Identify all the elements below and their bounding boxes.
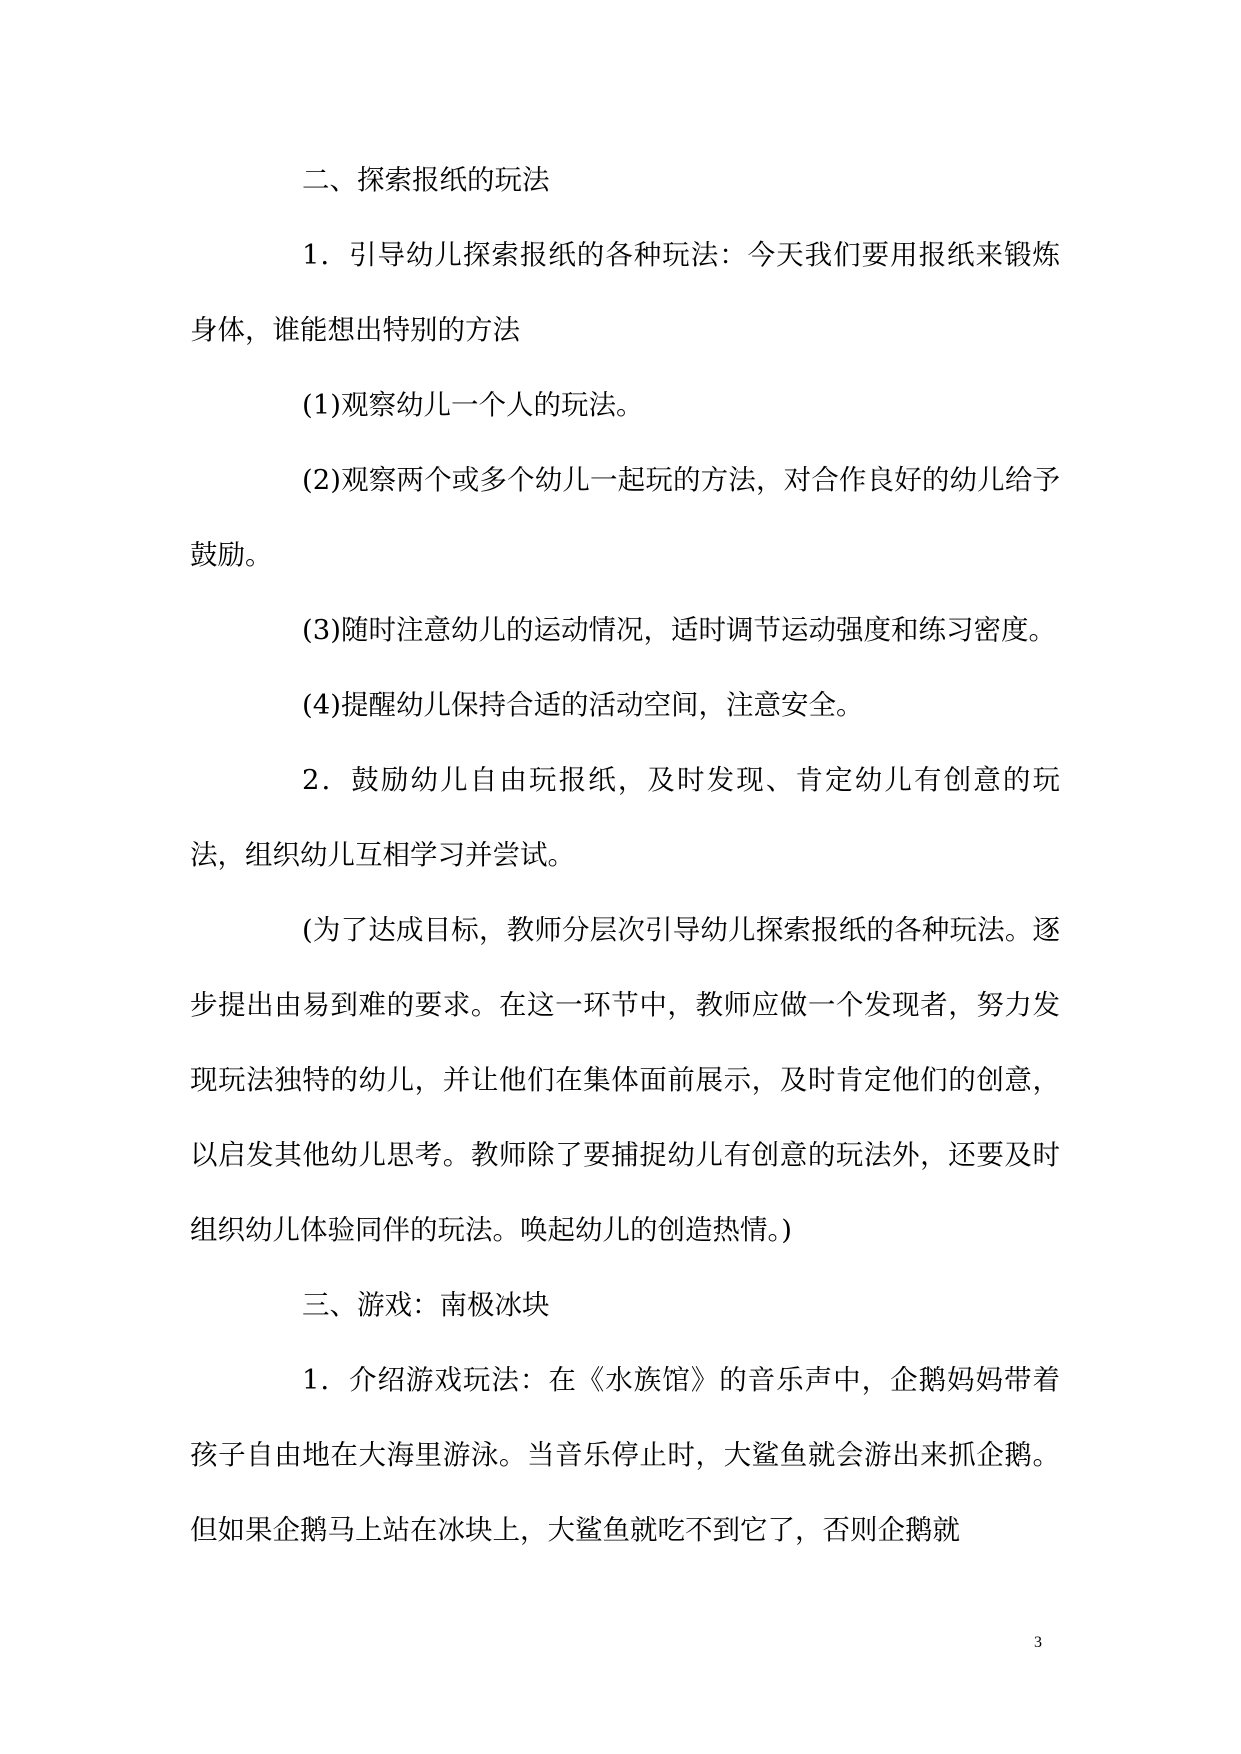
paragraph: (为了达成目标，教师分层次引导幼儿探索报纸的各种玩法。逐步提出由易到难的要求。在这一环节中，教师应做一个发现者，努力发现玩法独特的幼儿，并让他们在集体面前展示，及时肯定他们的创意，以启发其他幼儿思考。教师除了要捕捉幼儿有创意的玩法外，还要及时组织幼儿体验同伴的玩法。唤起幼儿的创造热情。) — [190, 914, 1060, 1246]
paragraph: 1．介绍游戏玩法：在《水族馆》的音乐声中，企鹅妈妈带着孩子自由地在大海里游泳。当音乐停止时，大鲨鱼就会游出来抓企鹅。但如果企鹅马上站在冰块上，大鲨鱼就吃不到它了，否则企鹅就 — [190, 1364, 1060, 1546]
paragraph: (4)提醒幼儿保持合适的活动空间，注意安全。 — [302, 689, 864, 721]
section-heading: 三、游戏：南极冰块 — [302, 1289, 550, 1321]
paragraph: 1．引导幼儿探索报纸的各种玩法：今天我们要用报纸来锻炼身体，谁能想出特别的方法 — [190, 239, 1060, 346]
paragraph: 2．鼓励幼儿自由玩报纸，及时发现、肯定幼儿有创意的玩法，组织幼儿互相学习并尝试。 — [190, 764, 1060, 871]
paragraph: (1)观察幼儿一个人的玩法。 — [302, 389, 644, 421]
document-body — [190, 143, 1060, 1568]
paragraph: (3)随时注意幼儿的运动情况，适时调节运动强度和练习密度。 — [302, 614, 1056, 646]
section-heading: 二、探索报纸的玩法 — [302, 164, 550, 196]
page-number: 3 — [1034, 1634, 1042, 1651]
paragraph: (2)观察两个或多个幼儿一起玩的方法，对合作良好的幼儿给予鼓励。 — [190, 464, 1060, 571]
